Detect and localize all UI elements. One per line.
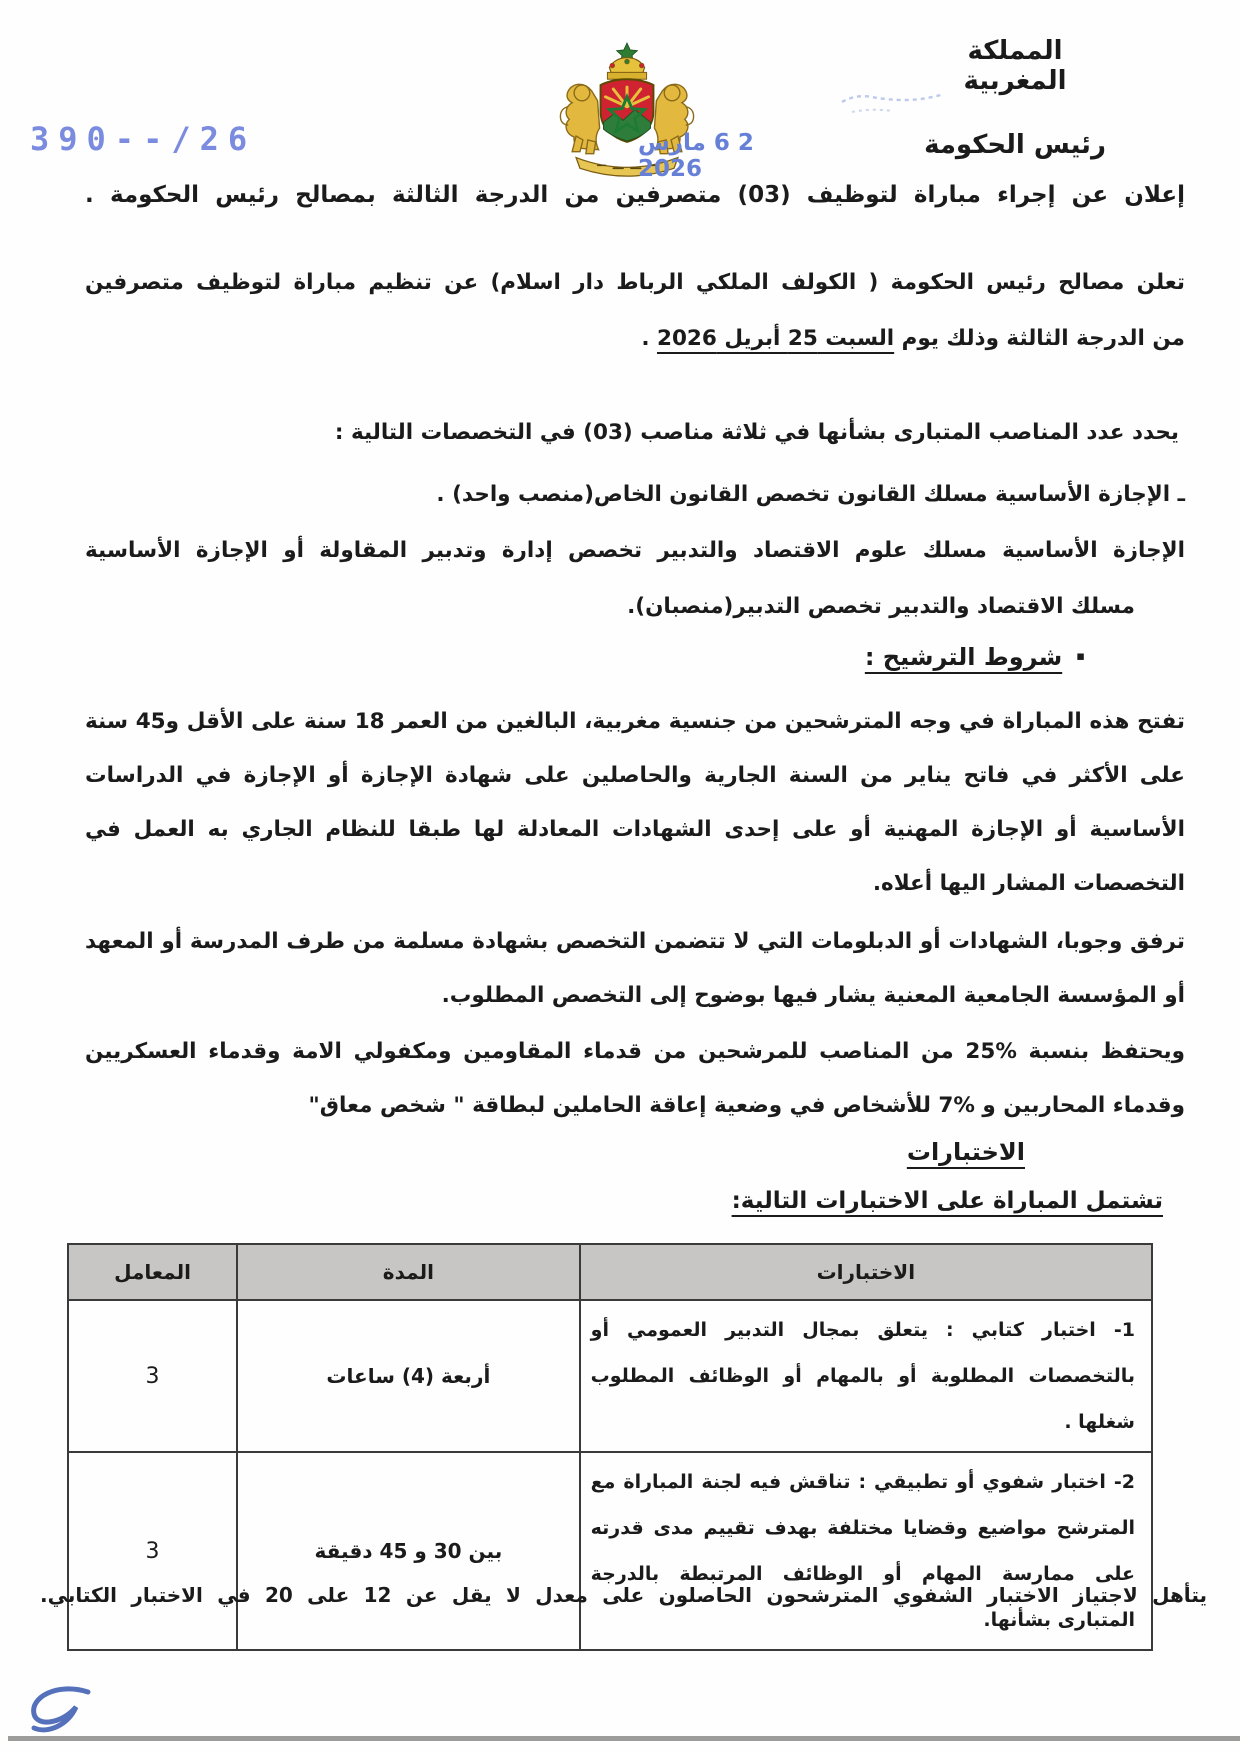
column-header-duration: المدة — [237, 1244, 580, 1300]
intro-line-1: تعلن مصالح رئيس الحكومة ( الكولف الملكي الرباط دار اسلام) عن تنظيم مباراة لتوظيف متصرفين — [85, 270, 1185, 295]
table-row-oral-exam — [68, 1452, 1152, 1650]
announcement-title: إعلان عن إجراء مباراة لتوظيف (03) متصرفين من الدرجة الثالثة بمصالح رئيس الحكومة . — [85, 182, 1185, 208]
scan-edge-line — [8, 1736, 1240, 1741]
intro-line-2 — [85, 312, 1185, 366]
intro-line-2-prefix: من الدرجة الثالثة وذلك يوم — [894, 326, 1185, 351]
date-received-stamp: 2 6 مارس 2026 — [638, 130, 754, 182]
exams-table-header-row — [68, 1244, 1152, 1300]
table-row-written-exam — [68, 1300, 1152, 1452]
column-header-exams: الاختبارات — [580, 1244, 1152, 1300]
positions-count-line: يحدد عدد المناصب المتبارى بشأنها في ثلاثة مناصب (03) في التخصصات التالية : — [334, 420, 1179, 445]
specialty-economics-line-1: الإجازة الأساسية مسلك علوم الاقتصاد والتدبير تخصص إدارة وتدبير المقاولة أو الإجازة الأساسية — [85, 538, 1185, 563]
specialty-economics-line-2: مسلك الاقتصاد والتدبير تخصص التدبير(منصبان). — [627, 594, 1135, 619]
written-exam-coefficient: 3 — [68, 1300, 237, 1452]
oral-exam-coefficient: 3 — [68, 1452, 237, 1650]
conditions-paragraph-eligibility: تفتح هذه المباراة في وجه المترشحين من جنسية مغربية، البالغين من العمر 18 سنة على الأقل و45 سنة على الأكثر في فاتح يناير من السنة الجارية والحاصلين على شهادة الإجازة أو الإجازة في الدراسات الأساسية أو الإجازة المهنية أو على إحدى الشهادات المعادلة لها طبقا للنظام الجاري به العمل في التخصصات المشار اليها أعلاه. — [85, 709, 1186, 896]
column-header-coefficient: المعامل — [68, 1244, 237, 1300]
conditions-heading — [85, 643, 1185, 671]
exams-intro-line — [85, 1188, 1185, 1214]
exams-heading-text: الاختبارات — [906, 1138, 1025, 1166]
written-exam-duration: أربعة (4) ساعات — [237, 1300, 580, 1452]
intro-line-2-suffix: . — [641, 326, 657, 351]
office-title: رئيس الحكومة — [924, 130, 1106, 160]
oral-exam-duration: بين 30 و 45 دقيقة — [237, 1452, 580, 1650]
kingdom-title: المملكة المغربية — [963, 36, 1067, 96]
specialty-law: ـ الإجازة الأساسية مسلك القانون تخصص القانون الخاص(منصب واحد) . — [436, 482, 1185, 507]
letterhead — [920, 36, 1110, 160]
signature-paraph-mark — [22, 1682, 112, 1744]
exams-heading — [85, 1138, 1185, 1166]
exams-intro-text: تشتمل المباراة على الاختبارات التالية: — [731, 1188, 1163, 1214]
conditions-heading-text: شروط الترشيح : — [864, 643, 1063, 671]
oral-exam-description: 2- اختبار شفوي أو تطبيقي : تناقش فيه لجنة المباراة مع المترشح مواضيع وقضايا مختلفة بهدف تقييم مدى قدرته على ممارسة المهام أو الوظائف المرتبطة بالدرجة المتبارى بشأنها. — [580, 1452, 1152, 1650]
square-bullet-icon: ▪ — [1076, 649, 1085, 664]
exam-date-underlined: السبت 25 أبريل 2026 — [656, 326, 895, 351]
registry-number-stamp: 390--/26 — [30, 120, 257, 158]
conditions-paragraph-certificates: ترفق وجوبا، الشهادات أو الدبلومات التي لا تتضمن التخصص بشهادة مسلمة من طرف المدرسة أو المعهد أو المؤسسة الجامعية المعنية يشار فيها بوضوح إلى التخصص المطلوب. — [85, 929, 1185, 1008]
written-exam-description: 1- اختبار كتابي : يتعلق بمجال التدبير العمومي أو بالتخصصات المطلوبة أو بالمهام أو الوظائف المطلوب شغلها . — [580, 1300, 1152, 1452]
conditions-paragraph-quotas: ويحتفظ بنسبة %25 من المناصب للمرشحين من قدماء المقاومين ومكفولي الامة وقدماء العسكريين وقدماء المحاربين و %7 للأشخاص في وضعية إعاقة الحاملين لبطاقة " شخص معاق" — [85, 1039, 1185, 1118]
qualification-note: يتأهل لاجتياز الاختبار الشفوي المترشحون الحاصلون على معدل لا يقل عن 12 على 20 في الاختبار الكتابي. — [40, 1583, 1207, 1607]
